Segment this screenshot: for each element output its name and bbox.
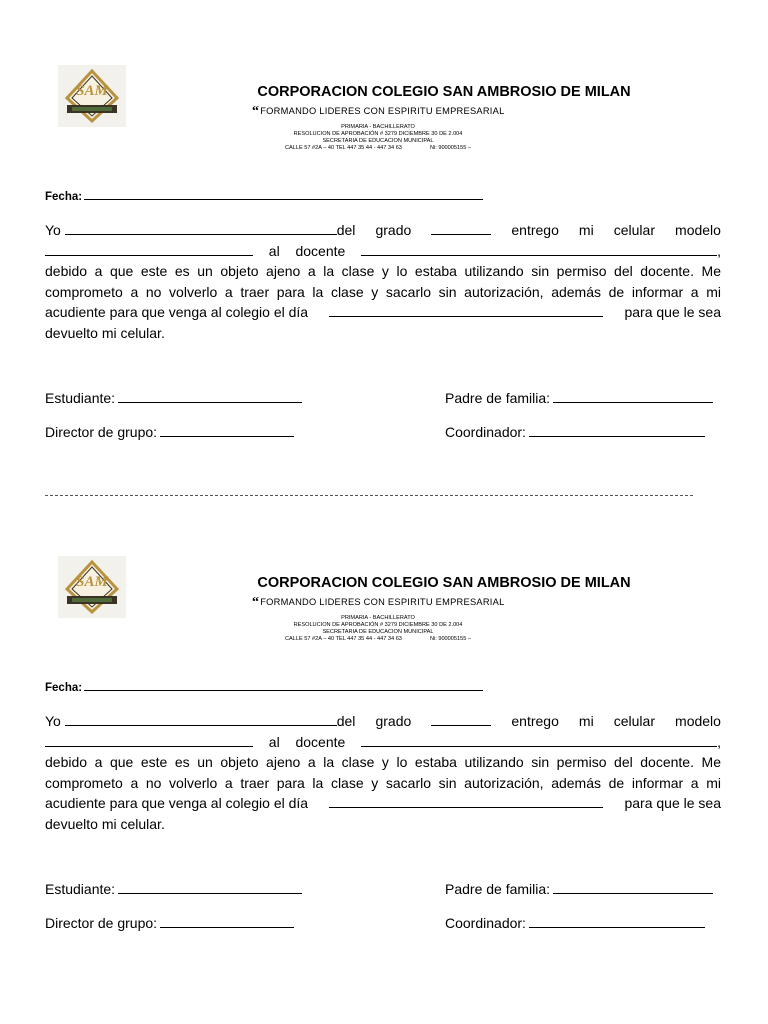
fecha-blank[interactable] [84,679,483,691]
paragraph-line-2 [45,241,721,262]
paragraph-line-4: comprometo a no volverlo a traer para la clase y sacarlo sin autorización, además de informar a mi [45,283,721,300]
director-label: Director de grupo: [45,424,158,440]
paragraph-line-2 [45,732,721,753]
estudiante-label: Estudiante: [45,390,116,406]
student-name-blank[interactable] [65,222,337,235]
phone-model-blank[interactable] [45,243,253,256]
school-levels: PRIMARIA - BACHILLERATO [341,124,415,130]
coordinador-signature-blank[interactable] [529,424,705,437]
word-entrego: entrego [511,713,559,729]
fecha-label: Fecha: [45,191,83,203]
director-signature-blank[interactable] [160,915,294,928]
fecha-field [45,679,483,694]
word-mi: mi [578,713,594,729]
paragraph-line-3: debido a que este es un objeto ajeno a la clase y lo estaba utilizando sin permiso del docente. Me [45,263,721,280]
paragraph-line-1 [45,711,721,732]
paragraph-line-5 [45,793,721,814]
signature-coordinador [445,915,705,931]
slip-1 [0,0,768,480]
motto-text: FORMANDO LIDERES CON ESPIRITU EMPRESARIAL [260,106,505,116]
return-date-blank[interactable] [329,304,603,317]
paragraph-line-6: devuelto mi celular. [45,324,165,341]
word-celular: celular [613,222,655,238]
school-resolution: RESOLUCION DE APROBACIÓN # 3279 DICIEMBRE 30 DE 2.004 [293,131,463,137]
school-nit: Ni: 900005155 – [429,145,471,151]
word-grado: grado [375,713,412,729]
word-grado: grado [375,222,412,238]
comma: , [717,242,721,259]
fecha-field [45,188,483,203]
grade-blank[interactable] [431,713,491,726]
commitment-paragraph [45,220,721,344]
paragraph-line-3: debido a que este es un objeto ajeno a la clase y lo estaba utilizando sin permiso del docente. Me [45,754,721,771]
padre-label: Padre de familia: [445,390,551,406]
word-modelo: modelo [675,222,721,238]
school-name: CORPORACION COLEGIO SAN AMBROSIO DE MILAN [257,575,631,591]
word-yo: Yo [45,713,61,729]
motto-quote: “ [252,104,260,119]
motto-quote: “ [252,595,260,610]
school-secretaria: SECRETARIA DE EDUCACION MUNICIPAL [322,138,434,144]
signature-estudiante [45,881,302,897]
comma: , [717,733,721,750]
school-levels: PRIMARIA - BACHILLERATO [341,615,415,621]
paragraph-line-5-text: acudiente para que venga al colegio el día [45,304,309,321]
director-signature-blank[interactable] [160,424,294,437]
estudiante-signature-blank[interactable] [118,881,302,894]
estudiante-label: Estudiante: [45,881,116,897]
paragraph-line-4: comprometo a no volverlo a traer para la clase y sacarlo sin autorización, además de informar a mi [45,774,721,791]
school-resolution: RESOLUCION DE APROBACIÓN # 3279 DICIEMBRE 30 DE 2.004 [293,622,463,628]
word-del: del [336,713,356,729]
signature-coordinador [445,424,705,440]
word-al: al [268,242,280,259]
motto [252,595,505,611]
return-date-blank[interactable] [329,795,603,808]
school-name: CORPORACION COLEGIO SAN AMBROSIO DE MILAN [257,84,631,100]
coordinador-signature-blank[interactable] [529,915,705,928]
paragraph-line-5-end: para que le sea [624,795,721,812]
signature-estudiante [45,390,302,406]
paragraph-line-6: devuelto mi celular. [45,815,165,832]
signature-padre [445,881,713,897]
slip-2 [0,491,768,971]
word-celular: celular [613,713,655,729]
signature-padre [445,390,713,406]
motto [252,104,505,120]
svg-text:SAM: SAM [76,83,108,99]
school-address-line [0,145,756,151]
phone-model-blank[interactable] [45,734,253,747]
teacher-name-blank[interactable] [361,734,717,747]
commitment-paragraph [45,711,721,835]
school-secretaria: SECRETARIA DE EDUCACION MUNICIPAL [322,629,434,635]
school-address: CALLE 57 #2A – 40 TEL 447 35 44 - 447 34 63 [284,145,402,151]
svg-text:SAM: SAM [76,574,108,590]
padre-signature-blank[interactable] [553,390,713,403]
grade-blank[interactable] [431,222,491,235]
word-al: al [268,733,280,750]
school-address-line [0,636,756,642]
coordinador-label: Coordinador: [445,915,526,931]
paragraph-line-5 [45,302,721,323]
school-address: CALLE 57 #2A – 40 TEL 447 35 44 - 447 34 63 [284,636,402,642]
fecha-blank[interactable] [84,188,483,200]
word-docente: docente [295,242,346,259]
padre-signature-blank[interactable] [553,881,713,894]
word-docente: docente [295,733,346,750]
motto-text: FORMANDO LIDERES CON ESPIRITU EMPRESARIAL [260,597,505,607]
word-modelo: modelo [675,713,721,729]
student-name-blank[interactable] [65,713,337,726]
director-label: Director de grupo: [45,915,158,931]
word-mi: mi [578,222,594,238]
word-yo: Yo [45,222,61,238]
school-nit: Ni: 900005155 – [429,636,471,642]
teacher-name-blank[interactable] [361,243,717,256]
paragraph-line-5-end: para que le sea [624,304,721,321]
fecha-label: Fecha: [45,682,83,694]
signature-director [45,915,294,931]
paragraph-line-1 [45,220,721,241]
paragraph-line-5-text: acudiente para que venga al colegio el día [45,795,309,812]
estudiante-signature-blank[interactable] [118,390,302,403]
signature-director [45,424,294,440]
padre-label: Padre de familia: [445,881,551,897]
word-entrego: entrego [511,222,559,238]
word-del: del [336,222,356,238]
coordinador-label: Coordinador: [445,424,526,440]
